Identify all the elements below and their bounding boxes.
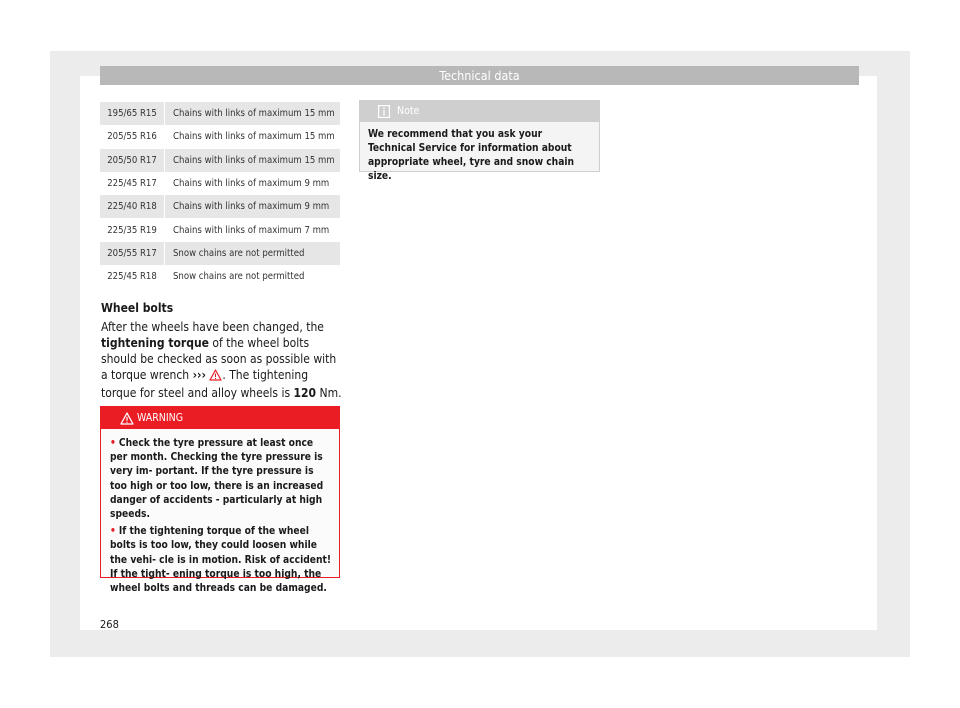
tightening-torque-term: tightening torque — [101, 336, 209, 350]
table-row — [100, 195, 340, 218]
list-item — [110, 437, 333, 522]
bullet: • — [110, 526, 116, 538]
tyre-size-cell: 225/40 R18 — [100, 195, 165, 218]
warning-triangle-icon — [209, 369, 222, 385]
paragraph-text: of the wheel bolts should be checked as soon as possible with a torque wrench — [101, 336, 337, 382]
note-box — [359, 100, 600, 182]
chain-spec-cell: Chains with links of maximum 15 mm — [165, 102, 341, 125]
warning-triangle-icon — [120, 411, 134, 433]
note-title: Note — [397, 105, 420, 117]
cross-reference-arrows[interactable]: ››› — [192, 368, 206, 382]
bullet: • — [110, 438, 116, 449]
table-row — [100, 102, 340, 125]
chain-spec-cell: Snow chains are not permitted — [165, 265, 341, 288]
paragraph-text: After the wheels have been changed, the — [101, 320, 324, 334]
paragraph-text: . The tightening torque for steel and alloy wheels is — [101, 368, 309, 400]
tyre-size-cell: 205/55 R17 — [100, 242, 165, 265]
page-number: 268 — [100, 618, 119, 631]
tyre-size-cell: 205/50 R17 — [100, 149, 165, 172]
chain-spec-cell: Snow chains are not permitted — [165, 242, 341, 265]
tyre-size-cell: 205/55 R16 — [100, 125, 165, 148]
warning-header — [101, 407, 339, 429]
tyre-size-cell: 225/45 R17 — [100, 172, 165, 195]
snow-chain-table — [100, 102, 340, 288]
paragraph-text: Nm. — [316, 386, 342, 400]
section-title: Technical data — [439, 68, 520, 83]
chain-spec-cell: Chains with links of maximum 9 mm — [165, 172, 341, 195]
table-row — [100, 172, 340, 195]
chain-spec-cell: Chains with links of maximum 7 mm — [165, 218, 341, 241]
chain-spec-cell: Chains with links of maximum 15 mm — [165, 149, 341, 172]
tyre-size-cell: 225/35 R19 — [100, 218, 165, 241]
warning-box — [100, 406, 340, 595]
list-item — [110, 525, 333, 596]
warning-item-text: Check the tyre pressure at least once per month. Checking the tyre pressure is very im- portant. If the tyre pressure is too high or too low, there is an increased danger of accidents - particularly at high speeds. — [110, 438, 324, 521]
section-header — [100, 66, 859, 85]
table-row — [100, 125, 340, 148]
note-body: We recommend that you ask your Technical Service for information about appropriate wheel, tyre and snow chain size. — [368, 129, 575, 182]
wheel-bolts-paragraph — [101, 319, 346, 401]
tyre-size-cell: 195/65 R15 — [100, 102, 165, 125]
wheel-bolts-heading: Wheel bolts — [101, 301, 174, 315]
table-row — [100, 218, 340, 241]
tyre-size-cell: 225/45 R18 — [100, 265, 165, 288]
table-row — [100, 265, 340, 288]
info-icon — [378, 105, 390, 126]
chain-spec-cell: Chains with links of maximum 15 mm — [165, 125, 341, 148]
warning-list — [101, 429, 339, 596]
note-header — [360, 101, 599, 122]
table-row — [100, 242, 340, 265]
table-row — [100, 149, 340, 172]
wheel-bolts-section — [101, 300, 346, 401]
chain-spec-cell: Chains with links of maximum 9 mm — [165, 195, 341, 218]
torque-value: 120 — [293, 386, 317, 400]
warning-title: WARNING — [137, 412, 184, 424]
warning-item-text: If the tightening torque of the wheel bolts is too low, they could loosen while the vehi- cle is in motion. Risk of accident! If the tight- ening torque is too high, the wheel bolts and threads can be damaged. — [110, 526, 332, 595]
